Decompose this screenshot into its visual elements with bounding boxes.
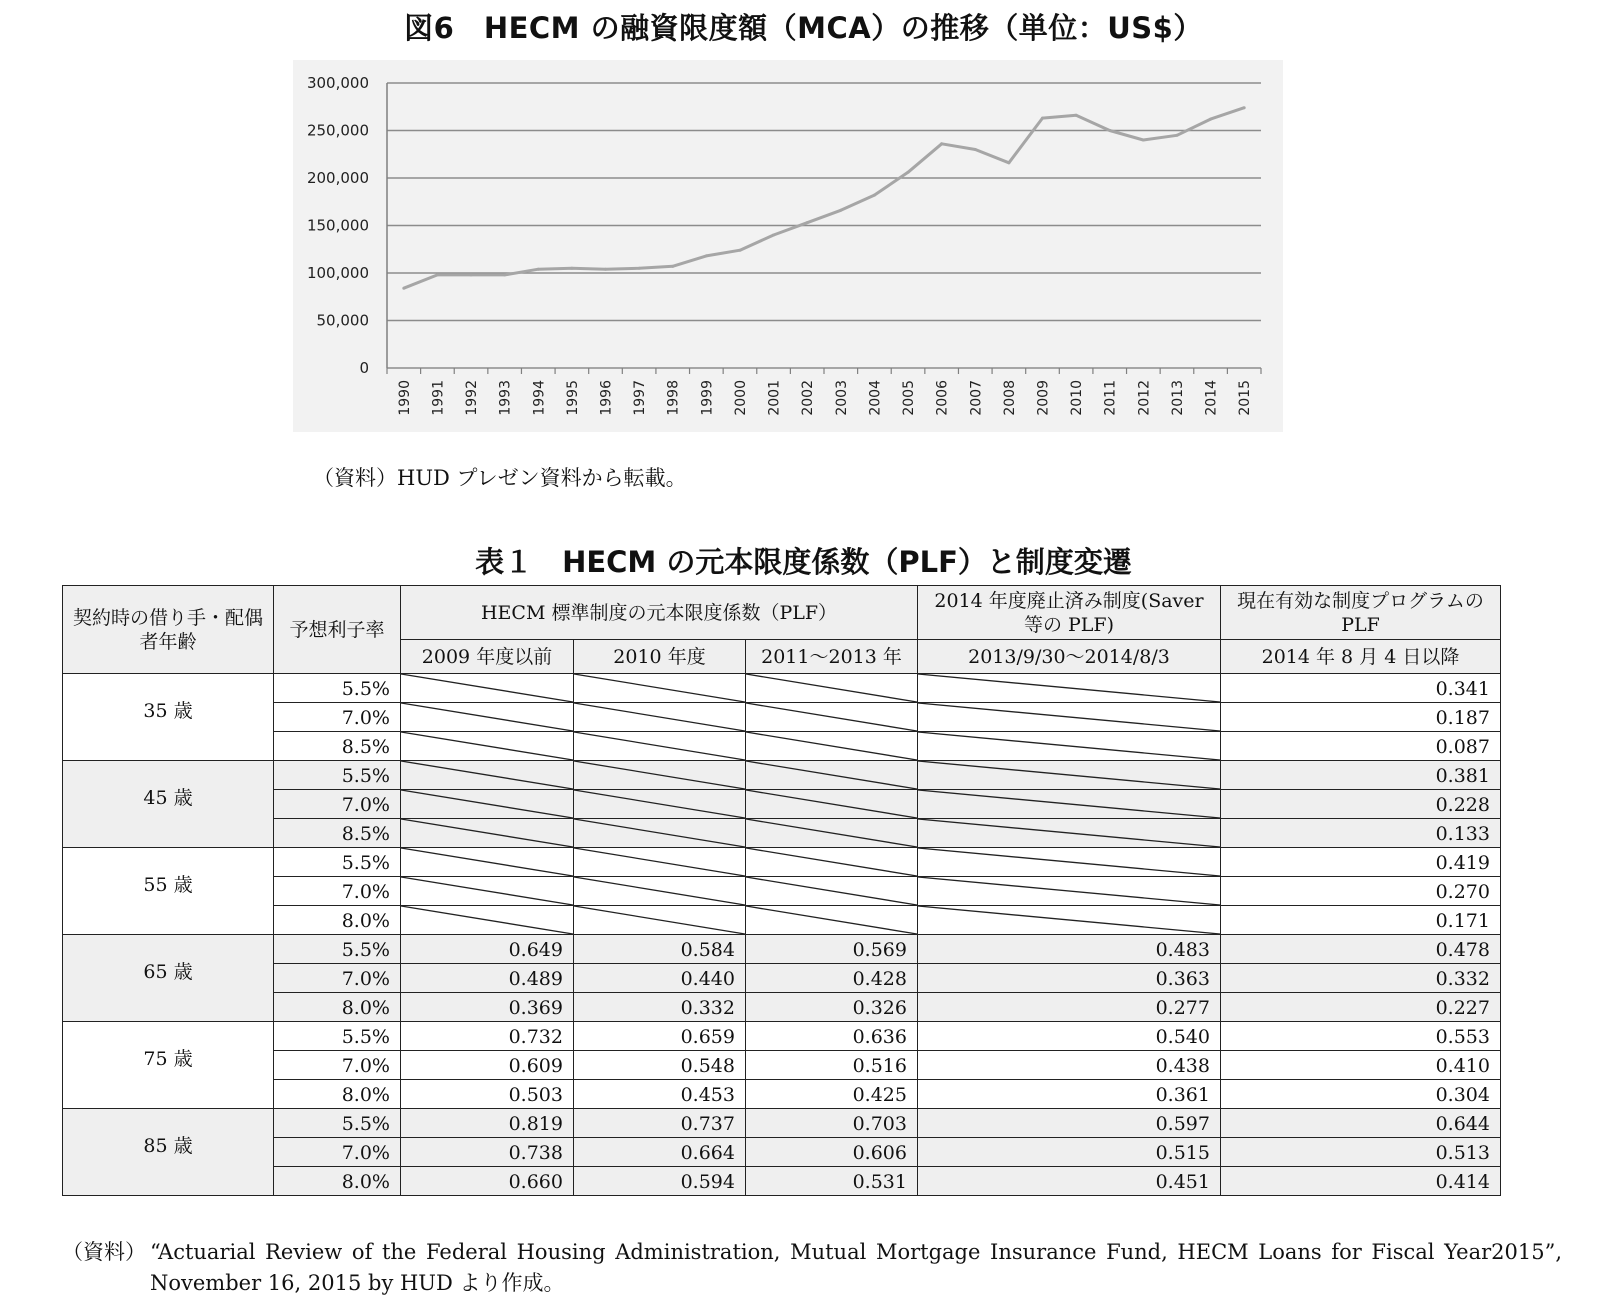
not-applicable-cell: [746, 732, 918, 761]
plf-value-cell: 0.732: [401, 1022, 574, 1051]
data-point: [1142, 139, 1145, 142]
plf-value-cell: 0.227: [1221, 993, 1501, 1022]
data-point: [570, 267, 573, 270]
age-group: [63, 761, 1501, 848]
data-point: [974, 148, 977, 151]
header-std-2009: 2009 年度以前: [401, 640, 574, 674]
plf-value-cell: 0.326: [746, 993, 918, 1022]
data-point: [1209, 118, 1212, 121]
rate-cell: 7.0%: [274, 703, 401, 732]
data-point: [873, 194, 876, 197]
not-applicable-cell: [401, 674, 574, 703]
plf-value-cell: 0.516: [746, 1051, 918, 1080]
not-applicable-cell: [918, 732, 1221, 761]
table-row: [63, 1109, 1501, 1138]
x-tick-label: 1998: [665, 380, 682, 416]
plf-value-cell: 0.453: [574, 1080, 746, 1109]
plf-value-cell: 0.087: [1221, 732, 1501, 761]
data-point: [806, 221, 809, 224]
not-applicable-cell: [918, 761, 1221, 790]
data-point: [1075, 114, 1078, 117]
not-applicable-cell: [746, 703, 918, 732]
data-point: [1108, 129, 1111, 132]
y-tick-label: 100,000: [306, 264, 369, 282]
data-point: [705, 254, 708, 257]
y-tick-label: 300,000: [306, 74, 369, 92]
header-rate: 予想利子率: [274, 586, 401, 674]
header-saver-period: 2013/9/30～2014/8/3: [918, 640, 1221, 674]
table-source-note: [62, 1237, 1562, 1299]
chart-background: [293, 60, 1283, 432]
not-applicable-cell: [918, 703, 1221, 732]
table-row: [63, 674, 1501, 703]
data-point: [537, 268, 540, 271]
data-point: [1041, 117, 1044, 120]
rate-cell: 7.0%: [274, 790, 401, 819]
header-saver-group: 2014 年度廃止済み制度(Saver 等の PLF): [918, 586, 1221, 640]
x-tick-label: 1996: [598, 380, 615, 416]
plf-value-cell: 0.594: [574, 1167, 746, 1196]
rate-cell: 8.0%: [274, 993, 401, 1022]
not-applicable-cell: [401, 761, 574, 790]
plf-value-cell: 0.332: [574, 993, 746, 1022]
x-tick-label: 2009: [1035, 380, 1052, 416]
plf-value-cell: 0.664: [574, 1138, 746, 1167]
plf-value-cell: 0.428: [746, 964, 918, 993]
x-tick-label: 1993: [497, 380, 514, 416]
rate-cell: 7.0%: [274, 1138, 401, 1167]
plf-value-cell: 0.478: [1221, 935, 1501, 964]
plf-value-cell: 0.569: [746, 935, 918, 964]
data-point: [1007, 161, 1010, 164]
table-source-label: （資料）: [62, 1240, 146, 1264]
plf-value-cell: 0.513: [1221, 1138, 1501, 1167]
plf-value-cell: 0.332: [1221, 964, 1501, 993]
table-row: [63, 761, 1501, 790]
not-applicable-cell: [746, 906, 918, 935]
not-applicable-cell: [401, 819, 574, 848]
plf-value-cell: 0.483: [918, 935, 1221, 964]
x-tick-label: 2011: [1102, 380, 1119, 416]
plf-value-cell: 0.304: [1221, 1080, 1501, 1109]
plf-value-cell: 0.737: [574, 1109, 746, 1138]
not-applicable-cell: [401, 906, 574, 935]
data-point: [671, 265, 674, 268]
plf-value-cell: 0.270: [1221, 877, 1501, 906]
x-tick-label: 1999: [699, 380, 716, 416]
plf-value-cell: 0.133: [1221, 819, 1501, 848]
age-group: [63, 1022, 1501, 1109]
x-tick-label: 2008: [1001, 380, 1018, 416]
not-applicable-cell: [401, 732, 574, 761]
rate-cell: 5.5%: [274, 1109, 401, 1138]
plf-value-cell: 0.171: [1221, 906, 1501, 935]
rate-cell: 7.0%: [274, 1051, 401, 1080]
plf-value-cell: 0.644: [1221, 1109, 1501, 1138]
x-tick-label: 2015: [1237, 380, 1254, 416]
plf-value-cell: 0.636: [746, 1022, 918, 1051]
not-applicable-cell: [574, 761, 746, 790]
table-row: [63, 790, 1501, 819]
x-tick-label: 2006: [934, 380, 951, 416]
plf-value-cell: 0.503: [401, 1080, 574, 1109]
data-point: [839, 209, 842, 212]
table-row: [63, 1051, 1501, 1080]
data-point: [402, 287, 405, 290]
not-applicable-cell: [401, 848, 574, 877]
data-point: [738, 249, 741, 252]
plf-value-cell: 0.548: [574, 1051, 746, 1080]
plf-value-cell: 0.489: [401, 964, 574, 993]
x-tick-label: 2002: [800, 380, 817, 416]
not-applicable-cell: [574, 906, 746, 935]
data-point: [638, 267, 641, 270]
rate-cell: 5.5%: [274, 848, 401, 877]
plf-value-cell: 0.515: [918, 1138, 1221, 1167]
plf-value-cell: 0.649: [401, 935, 574, 964]
rate-cell: 5.5%: [274, 674, 401, 703]
figure-source-note: （資料）HUD プレゼン資料から転載。: [313, 466, 687, 490]
y-tick-label: 150,000: [306, 216, 369, 235]
mca-line-chart: [293, 60, 1283, 432]
rate-cell: 5.5%: [274, 761, 401, 790]
rate-cell: 7.0%: [274, 964, 401, 993]
not-applicable-cell: [746, 761, 918, 790]
plf-value-cell: 0.361: [918, 1080, 1221, 1109]
data-point: [1175, 134, 1178, 137]
age-cell: 65 歳: [63, 935, 274, 1022]
table-row: [63, 906, 1501, 935]
x-tick-label: 1997: [632, 380, 649, 416]
rate-cell: 5.5%: [274, 1022, 401, 1051]
not-applicable-cell: [401, 703, 574, 732]
x-tick-label: 2013: [1169, 380, 1186, 416]
data-point: [436, 273, 439, 276]
not-applicable-cell: [746, 848, 918, 877]
not-applicable-cell: [918, 848, 1221, 877]
data-point: [940, 142, 943, 145]
not-applicable-cell: [574, 732, 746, 761]
plf-value-cell: 0.553: [1221, 1022, 1501, 1051]
header-current-group: 現在有効な制度プログラムの PLF: [1221, 586, 1501, 640]
plf-value-cell: 0.425: [746, 1080, 918, 1109]
age-group: [63, 1109, 1501, 1196]
y-tick-label: 50,000: [316, 311, 369, 330]
figure-title: 図6 HECM の融資限度額（MCA）の推移（単位：US$）: [404, 11, 1203, 45]
x-tick-label: 1995: [564, 380, 581, 416]
x-tick-label: 1994: [531, 380, 548, 416]
not-applicable-cell: [918, 790, 1221, 819]
not-applicable-cell: [574, 703, 746, 732]
not-applicable-cell: [918, 877, 1221, 906]
x-tick-label: 2001: [766, 379, 783, 416]
not-applicable-cell: [574, 674, 746, 703]
not-applicable-cell: [401, 877, 574, 906]
header-standard-group: HECM 標準制度の元本限度係数（PLF）: [401, 586, 918, 640]
header-age: 契約時の借り手・配偶者年齢: [63, 586, 274, 674]
header-std-2011: 2011～2013 年: [746, 640, 918, 674]
table-row: [63, 1022, 1501, 1051]
table-title: 表１ HECM の元本限度係数（PLF）と制度変遷: [475, 545, 1132, 579]
rate-cell: 8.0%: [274, 906, 401, 935]
plf-value-cell: 0.606: [746, 1138, 918, 1167]
x-tick-label: 1992: [464, 380, 481, 416]
data-point: [503, 273, 506, 276]
x-tick-label: 1990: [396, 380, 413, 416]
x-tick-label: 1991: [430, 380, 447, 416]
x-tick-label: 2004: [867, 380, 884, 416]
plf-value-cell: 0.660: [401, 1167, 574, 1196]
x-tick-label: 2000: [732, 380, 749, 416]
header-std-2010: 2010 年度: [574, 640, 746, 674]
not-applicable-cell: [401, 790, 574, 819]
age-group: [63, 848, 1501, 935]
table-row: [63, 964, 1501, 993]
age-group: [63, 674, 1501, 761]
not-applicable-cell: [918, 819, 1221, 848]
not-applicable-cell: [746, 819, 918, 848]
not-applicable-cell: [746, 790, 918, 819]
data-point: [1243, 106, 1246, 109]
plf-value-cell: 0.584: [574, 935, 746, 964]
table-row: [63, 848, 1501, 877]
age-cell: 55 歳: [63, 848, 274, 935]
not-applicable-cell: [574, 819, 746, 848]
plf-value-cell: 0.609: [401, 1051, 574, 1080]
plf-value-cell: 0.410: [1221, 1051, 1501, 1080]
table-row: [63, 732, 1501, 761]
age-cell: 35 歳: [63, 674, 274, 761]
data-point: [470, 273, 473, 276]
not-applicable-cell: [746, 877, 918, 906]
table-row: [63, 993, 1501, 1022]
age-cell: 85 歳: [63, 1109, 274, 1196]
plf-value-cell: 0.540: [918, 1022, 1221, 1051]
table-row: [63, 935, 1501, 964]
x-tick-label: 2012: [1136, 380, 1153, 416]
table-row: [63, 819, 1501, 848]
plf-value-cell: 0.228: [1221, 790, 1501, 819]
plf-value-cell: 0.451: [918, 1167, 1221, 1196]
header-current-period: 2014 年 8 月 4 日以降: [1221, 640, 1501, 674]
x-tick-label: 2005: [901, 380, 918, 416]
x-tick-label: 2014: [1203, 380, 1220, 416]
table-row: [63, 703, 1501, 732]
table-row: [63, 1167, 1501, 1196]
x-tick-label: 2010: [1069, 380, 1086, 416]
plf-value-cell: 0.440: [574, 964, 746, 993]
plf-value-cell: 0.819: [401, 1109, 574, 1138]
rate-cell: 5.5%: [274, 935, 401, 964]
age-cell: 45 歳: [63, 761, 274, 848]
not-applicable-cell: [574, 848, 746, 877]
plf-value-cell: 0.369: [401, 993, 574, 1022]
y-tick-label: 250,000: [306, 121, 369, 140]
plf-value-cell: 0.438: [918, 1051, 1221, 1080]
y-tick-label: 200,000: [306, 169, 369, 187]
data-point: [907, 171, 910, 174]
not-applicable-cell: [574, 790, 746, 819]
table-row: [63, 877, 1501, 906]
plf-value-cell: 0.738: [401, 1138, 574, 1167]
not-applicable-cell: [746, 674, 918, 703]
plf-value-cell: 0.277: [918, 993, 1221, 1022]
data-point: [772, 234, 775, 237]
table-row: [63, 1138, 1501, 1167]
not-applicable-cell: [918, 906, 1221, 935]
plf-value-cell: 0.414: [1221, 1167, 1501, 1196]
plf-value-cell: 0.597: [918, 1109, 1221, 1138]
data-point: [604, 268, 607, 271]
y-tick-label: 0: [359, 359, 369, 377]
rate-cell: 8.0%: [274, 1080, 401, 1109]
plf-value-cell: 0.531: [746, 1167, 918, 1196]
table-row: [63, 1080, 1501, 1109]
rate-cell: 7.0%: [274, 877, 401, 906]
x-tick-label: 2003: [833, 380, 850, 416]
plf-value-cell: 0.703: [746, 1109, 918, 1138]
age-group: [63, 935, 1501, 1022]
table-source-text: “Actuarial Review of the Federal Housing Administration, Mutual Mortgage Insurance Fund, HECM Loans for Fiscal Year2015”, November 16, 2015 by HUD より作成。: [150, 1240, 1562, 1295]
rate-cell: 8.0%: [274, 1167, 401, 1196]
plf-value-cell: 0.341: [1221, 674, 1501, 703]
rate-cell: 8.5%: [274, 732, 401, 761]
plf-value-cell: 0.381: [1221, 761, 1501, 790]
plf-value-cell: 0.363: [918, 964, 1221, 993]
plf-table: [62, 585, 1501, 1196]
x-tick-label: 2007: [968, 380, 985, 416]
plf-value-cell: 0.419: [1221, 848, 1501, 877]
rate-cell: 8.5%: [274, 819, 401, 848]
plf-value-cell: 0.659: [574, 1022, 746, 1051]
age-cell: 75 歳: [63, 1022, 274, 1109]
not-applicable-cell: [574, 877, 746, 906]
not-applicable-cell: [918, 674, 1221, 703]
plf-value-cell: 0.187: [1221, 703, 1501, 732]
